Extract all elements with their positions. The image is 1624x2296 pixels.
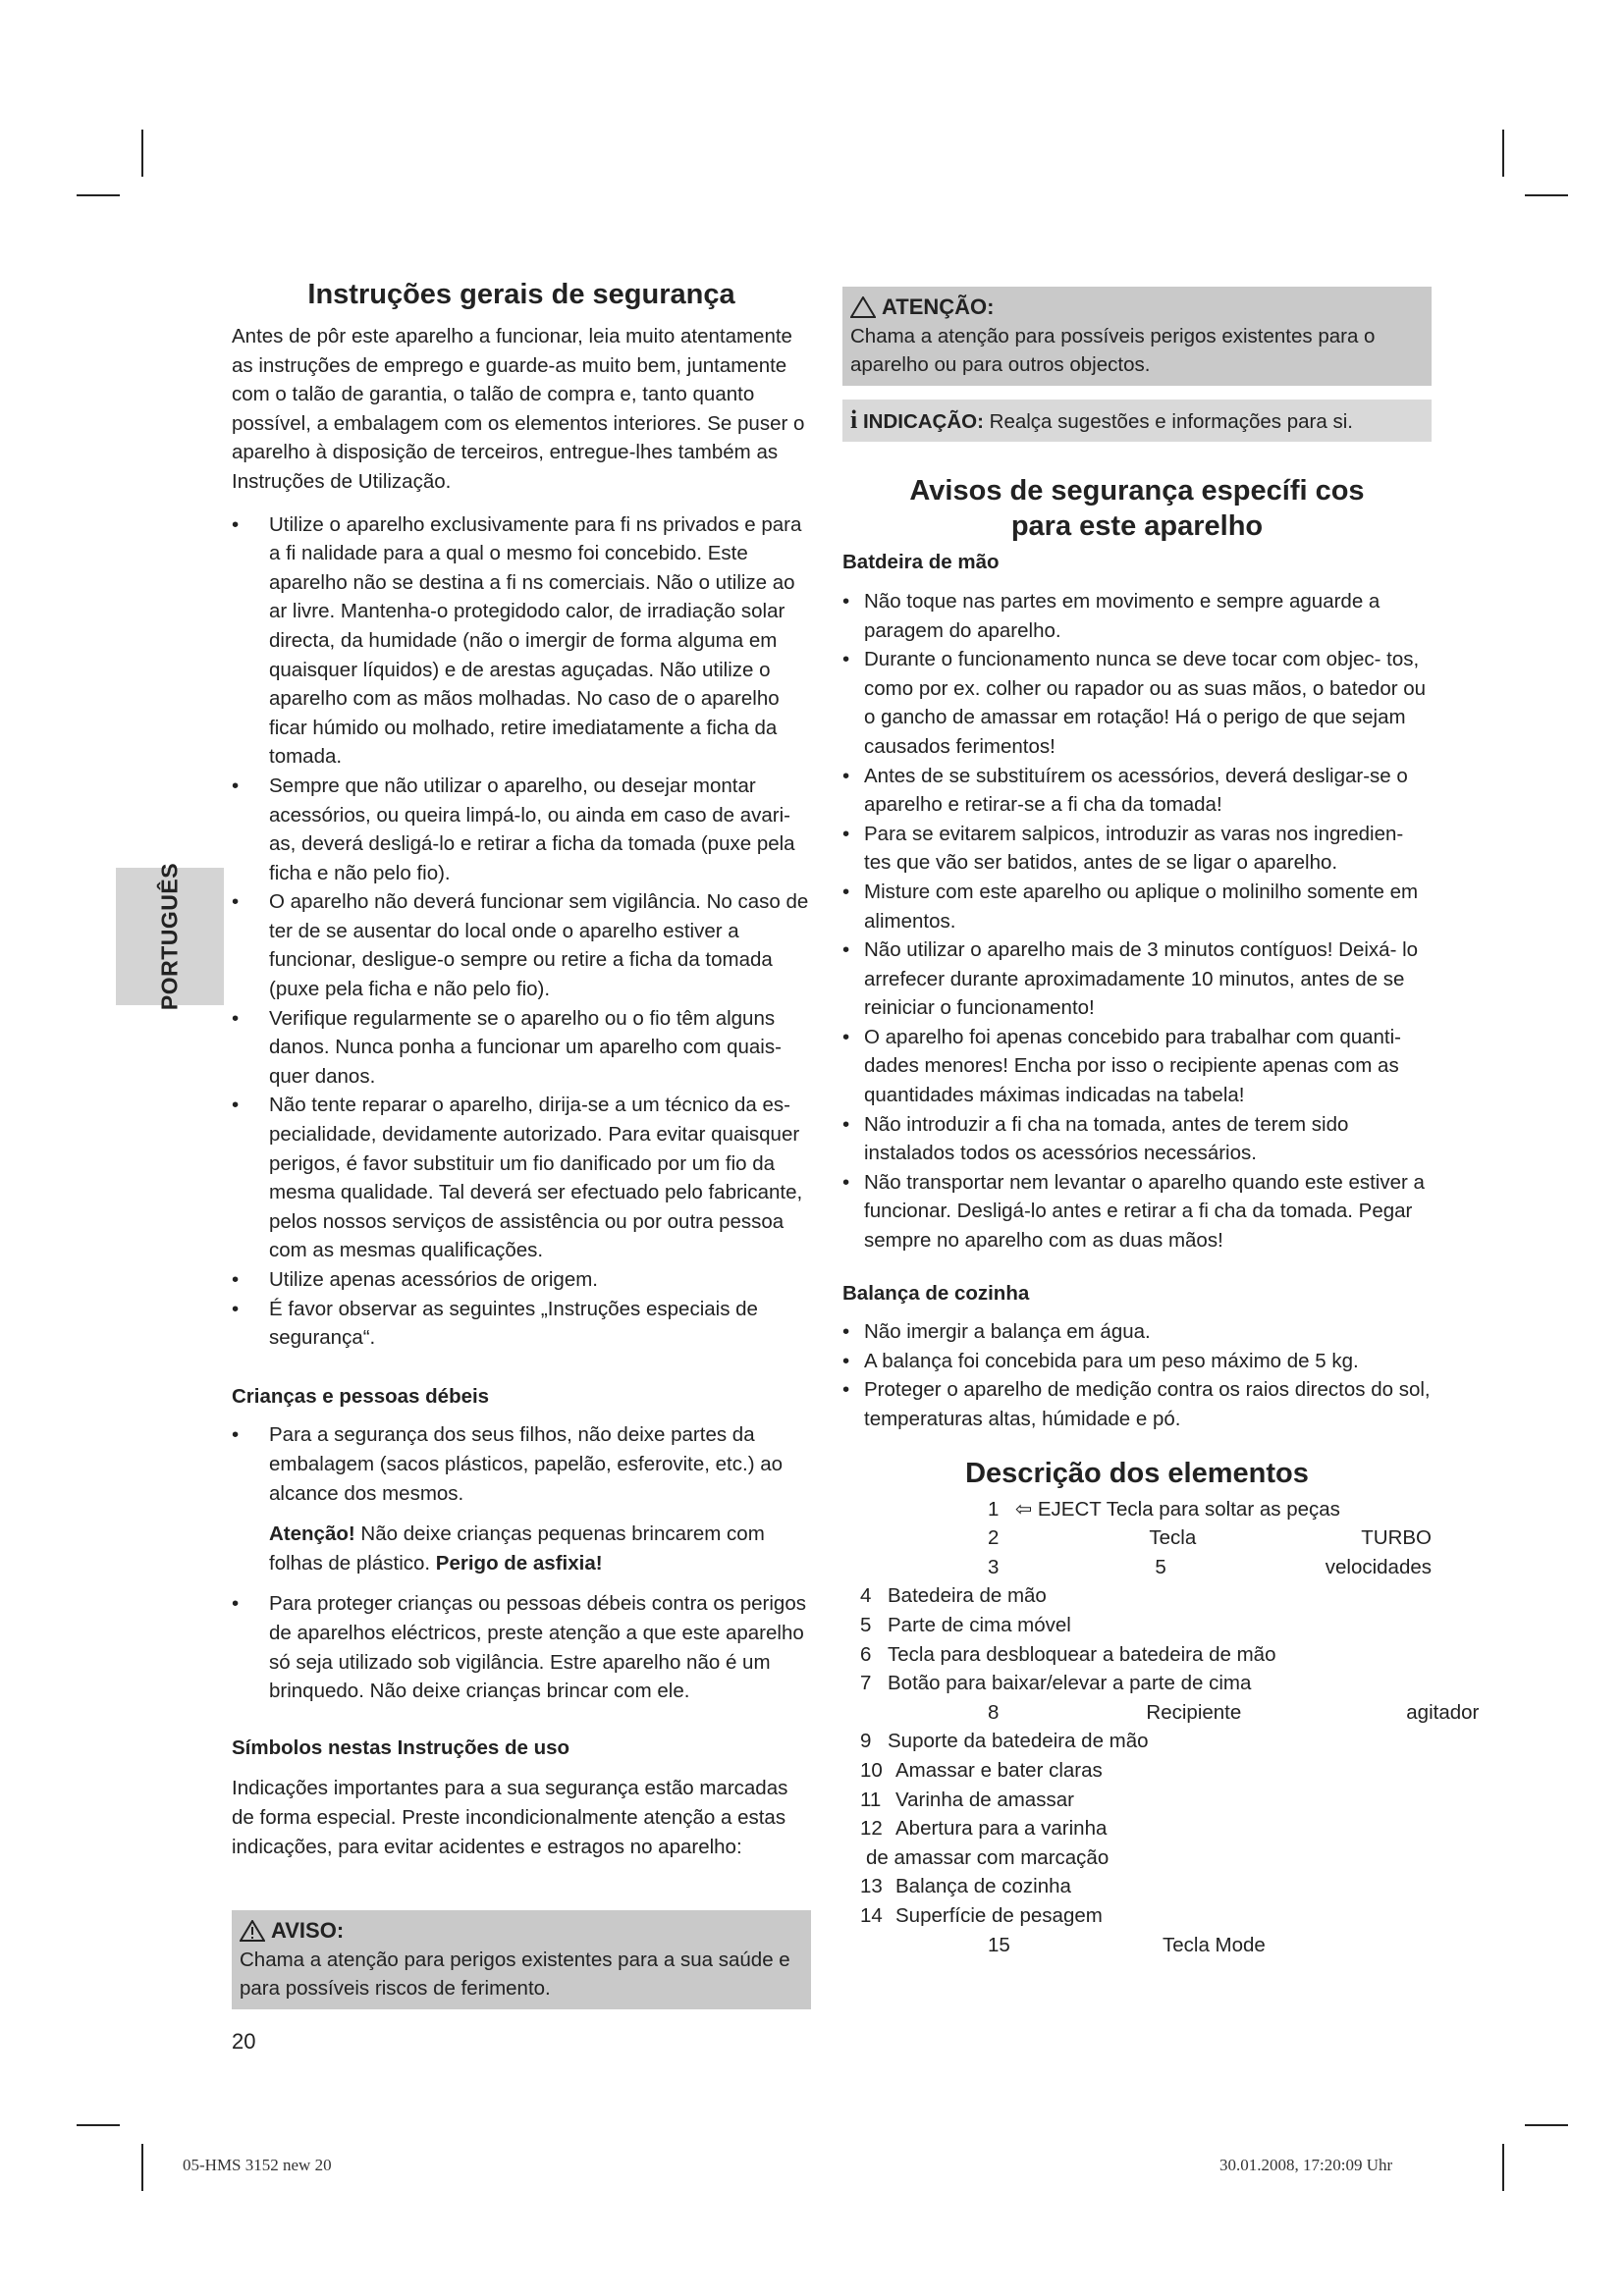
element-row: 8 Recipiente agitador	[988, 1700, 1480, 1724]
attention-text: Não deixe crianças pequenas brincarem com folhas de plástico.	[269, 1522, 765, 1575]
language-tab-label: PORTUGUÊS	[156, 862, 183, 1011]
list-item: • Utilize apenas acessórios de origem.	[232, 1265, 811, 1295]
list-item: • Para a segurança dos seus filhos, não deixe partes da embalagem (sacos plásticos, papelão, esferovite, etc.) ao alcance dos mesmos.	[232, 1420, 811, 1508]
children-heading: Crianças e pessoas débeis	[232, 1384, 490, 1408]
list-item: • Utilize o aparelho exclusivamente para fi ns privados e para a fi nalidade para a qual o mesmo foi concebido. Este aparelho não se destina a fi ns comerciais. Não o utilize ao ar livre. Mantenha-o protegidodo calor, de irradiação solar directa, da humidade (não o imergir de forma alguma em quaisquer líquidos) e de arestas aguçadas. Não utilize o aparelho com as mãos molhadas. No caso de o aparelho ficar húmido ou molhado, retire imediatamente a ficha da tomada.	[232, 510, 811, 772]
info-title: INDICAÇÃO:	[862, 409, 984, 433]
crop-mark	[1502, 2144, 1504, 2191]
right-column	[842, 277, 1480, 1959]
general-safety-list	[232, 510, 811, 1353]
element-row: de amassar com marcação	[866, 1845, 1110, 1869]
warning-text: Chama a atenção para perigos existentes para a sua saúde e para possíveis riscos de ferimento.	[240, 1948, 790, 2001]
warning-title: AVISO:	[271, 1918, 345, 1944]
attention-label: Atenção!	[269, 1522, 355, 1546]
caution-box	[842, 287, 1432, 386]
list-item: • A balança foi concebida para um peso máximo de 5 kg.	[842, 1347, 1432, 1376]
info-icon: i	[850, 404, 858, 434]
crop-mark	[77, 194, 120, 196]
element-row: 14 Superfície de pesagem	[860, 1903, 1103, 1927]
list-item: • Não imergir a balança em água.	[842, 1317, 1432, 1347]
element-row: 1 ⇦ EJECT Tecla para soltar as peças	[988, 1497, 1340, 1521]
page-number: 20	[232, 2028, 256, 2054]
crop-mark	[1525, 2124, 1568, 2126]
language-tab	[116, 862, 224, 1011]
element-row: 2 Tecla TURBO	[988, 1526, 1432, 1550]
children-list-2	[232, 1589, 811, 1705]
hand-mixer-list	[842, 587, 1432, 1255]
element-row: 10 Amassar e bater claras	[860, 1758, 1103, 1782]
warning-triangle-icon	[240, 1920, 265, 1942]
warning-box	[232, 1910, 811, 2009]
element-row: 15 Tecla Mode	[988, 1933, 1266, 1956]
info-box	[842, 400, 1432, 443]
element-row: 6 Tecla para desbloquear a batedeira de mão	[860, 1642, 1276, 1666]
footer-left: 05-HMS 3152 new 20	[183, 2156, 332, 2174]
info-text: Realça sugestões e informações para si.	[983, 409, 1353, 433]
list-item: • Para se evitarem salpicos, introduzir as varas nos ingredien- tes que vão ser batidos, antes de se ligar o aparelho.	[842, 820, 1432, 878]
left-column	[232, 277, 811, 2056]
element-row: 4 Batedeira de mão	[860, 1584, 1047, 1608]
list-item: • Para proteger crianças ou pessoas débeis contra os perigos de aparelhos eléctricos, preste atenção a que este aparelho só seja utilizado sob vigilância. Estre aparelho não é um brinquedo. Não deixe crianças brincar com ele.	[232, 1589, 811, 1705]
list-item: • Não transportar nem levantar o aparelho quando este estiver a funcionar. Desligá-lo antes e retirar a fi cha da tomada. Pegar sempre no aparelho com as duas mãos!	[842, 1168, 1432, 1255]
element-row: 9 Suporte da batedeira de mão	[860, 1730, 1149, 1753]
list-item: • Não utilizar o aparelho mais de 3 minutos contíguos! Deixá- lo arrefecer durante aproximadamente 10 minutos, antes de se reiniciar o funcionamento!	[842, 935, 1432, 1023]
elements-list	[842, 1495, 1480, 1960]
specific-safety-title-line1: Avisos de segurança específi cos	[909, 475, 1365, 507]
attention-danger: Perigo de asfixia!	[435, 1551, 603, 1575]
caution-title: ATENÇÃO:	[882, 294, 995, 319]
list-item: • Antes de se substituírem os acessórios, deverá desligar-se o aparelho e retirar-se a fi cha da tomada!	[842, 762, 1432, 820]
elements-title: Descrição dos elementos	[965, 1457, 1309, 1489]
general-safety-title: Instruções gerais de segurança	[307, 279, 735, 310]
list-item: • Durante o funcionamento nunca se deve tocar com objec- tos, como por ex. colher ou rapador ou as suas mãos, o batedor ou o gancho de amassar em rotação! Há o perigo de que sejam causados ferimentos!	[842, 645, 1432, 761]
element-row: 7 Botão para baixar/elevar a parte de cima	[860, 1672, 1252, 1695]
crop-mark	[1502, 130, 1504, 177]
list-item: • Misture com este aparelho ou aplique o molinilho somente em alimentos.	[842, 878, 1432, 935]
crop-mark	[1525, 194, 1568, 196]
list-item: • Proteger o aparelho de medição contra os raios directos do sol, temperaturas altas, húmidade e pó.	[842, 1375, 1432, 1433]
crop-mark	[141, 130, 143, 177]
children-list	[232, 1420, 811, 1508]
list-item: • O aparelho não deverá funcionar sem vigilância. No caso de ter de se ausentar do local onde o aparelho estiver a funcionar, desligue-o sempre ou retire a ficha da tomada (puxe pela ficha e não pelo fio).	[232, 887, 811, 1003]
list-item: • Não tente reparar o aparelho, dirija-se a um técnico da es- pecialidade, devidamente autorizado. Para evitar quaisquer perigos, é favor substituir um fio danificado por um fio da mesma qualidade. Tal deverá ser efectuado pelo fabricante, pelos nossos serviços de assistência ou por outra pessoa com as mesmas qualificações.	[232, 1091, 811, 1265]
scale-heading: Balança de cozinha	[842, 1281, 1030, 1305]
footer-right: 30.01.2008, 17:20:09 Uhr	[1219, 2156, 1393, 2174]
list-item: • Não introduzir a fi cha na tomada, antes de terem sido instalados todos os acessórios necessários.	[842, 1110, 1432, 1168]
list-item: • Verifique regularmente se o aparelho ou o fio têm alguns danos. Nunca ponha a funcionar um aparelho com quais- quer danos.	[232, 1004, 811, 1092]
symbols-paragraph: Indicações importantes para a sua segurança estão marcadas de forma especial. Preste incondicionalmente atenção a estas indicações, para evitar acidentes e estragos no aparelho:	[232, 1777, 788, 1858]
element-row: 5 Parte de cima móvel	[860, 1613, 1071, 1636]
list-item: • É favor observar as seguintes „Instruções especiais de segurança“.	[232, 1295, 811, 1353]
hand-mixer-heading: Batdeira de mão	[842, 551, 1000, 574]
symbols-heading: Símbolos nestas Instruções de uso	[232, 1735, 570, 1759]
crop-mark	[77, 2124, 120, 2126]
specific-safety-title	[842, 473, 1432, 544]
list-item: • Não toque nas partes em movimento e sempre aguarde a paragem do aparelho.	[842, 587, 1432, 645]
element-row: 3 5 velocidades	[988, 1555, 1432, 1578]
specific-safety-title-line2: para este aparelho	[1010, 510, 1264, 543]
attention-note	[232, 1520, 811, 1577]
element-row: 11 Varinha de amassar	[860, 1788, 1074, 1811]
caution-text: Chama a atenção para possíveis perigos existentes para o aparelho ou para outros objectos.	[850, 324, 1376, 377]
list-item: • O aparelho foi apenas concebido para trabalhar com quanti- dades menores! Encha por isso o recipiente apenas com as quantidades máximas indicadas na tabela!	[842, 1023, 1432, 1110]
element-row: 12 Abertura para a varinha	[860, 1817, 1108, 1841]
element-row: 13 Balança de cozinha	[860, 1875, 1071, 1898]
crop-mark	[141, 2144, 143, 2191]
intro-paragraph: Antes de pôr este aparelho a funcionar, leia muito atentamente as instruções de emprego e guarde-as muito bem, juntamente com o talão de garantia, o talão de compra e, tanto quanto possível, a embalagem com os elementos interiores. Se puser o aparelho à disposição de terceiros, entregue-lhes também as Instruções de Utilização.	[232, 325, 805, 493]
list-item: • Sempre que não utilizar o aparelho, ou desejar montar acessórios, ou queira limpá-lo, ou ainda em caso de avari- as, deverá desligá-lo e retirar a ficha da tomada (puxe pela ficha e não pelo fio).	[232, 772, 811, 887]
scale-list	[842, 1317, 1432, 1433]
caution-triangle-icon	[850, 296, 876, 318]
